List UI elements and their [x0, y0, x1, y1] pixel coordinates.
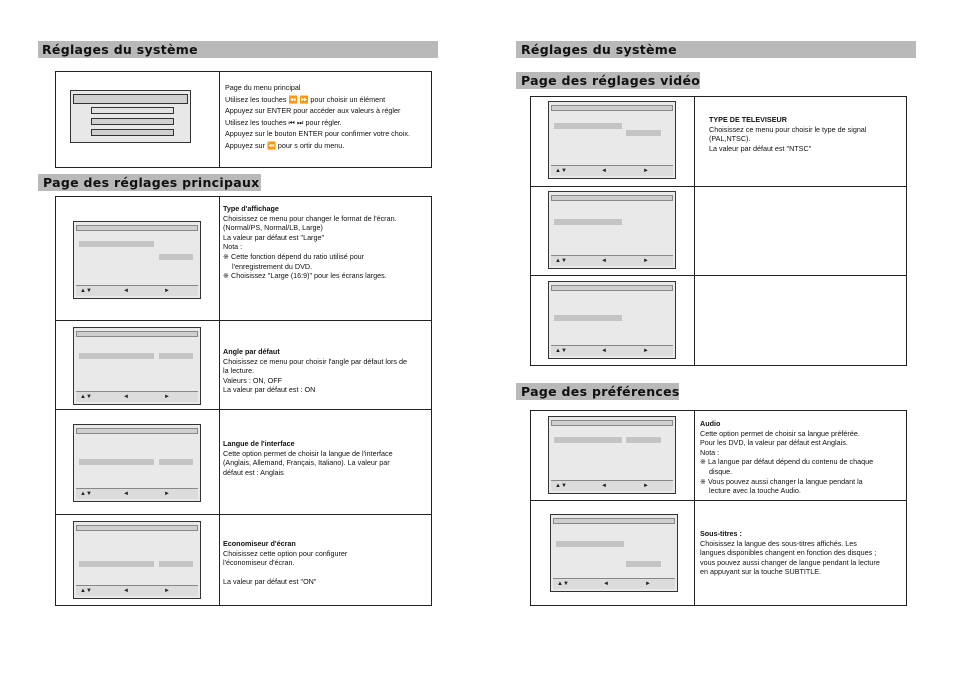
intro-line: Utilisez les touches ⏪ ⏩ pour choisir un élément: [225, 94, 386, 104]
entry-line: Choisissez la langue des sous-titres affichés. Les: [700, 538, 857, 548]
right-arrow-icon: ►: [164, 394, 170, 400]
updown-icon: ▲▼: [80, 588, 92, 594]
entry-tv-type: [709, 115, 866, 153]
entry-line: l'économiseur d'écran.: [223, 558, 295, 568]
osd-screen: [73, 521, 201, 599]
entry-line: Valeurs : ON, OFF: [223, 375, 282, 385]
entry-heading: TYPE DE TELEVISEUR: [709, 115, 787, 124]
osd-screen: [548, 191, 676, 269]
row-separator: [530, 186, 907, 187]
main-menu-item-2: [91, 118, 174, 125]
video-settings-divider: [694, 96, 695, 366]
updown-icon: ▲▼: [557, 581, 569, 587]
right-arrow-icon: ►: [643, 258, 649, 264]
right-page-title: Réglages du système: [521, 42, 677, 57]
entry-heading: Langue de l'interface: [223, 439, 295, 448]
entry-line: Cette option permet de choisir sa langue préférée.: [700, 428, 860, 438]
updown-icon: ▲▼: [555, 483, 567, 489]
updown-icon: ▲▼: [555, 348, 567, 354]
row-separator: [55, 514, 432, 515]
right-arrow-icon: ►: [164, 588, 170, 594]
osd-screen: [548, 101, 676, 179]
entry-line: (Anglais, Allemand, Français, Italiano). La valeur par: [223, 458, 390, 468]
right-arrow-icon: ►: [164, 288, 170, 294]
entry-display-type: [223, 204, 397, 281]
left-page-title: Réglages du système: [42, 42, 198, 57]
row-separator: [530, 275, 907, 276]
left-arrow-icon: ◄: [601, 258, 607, 264]
entry-line: lecture avec la touche Audio.: [709, 486, 801, 496]
intro-line: Appuyez sur le bouton ENTER pour confirmer votre choix.: [225, 129, 410, 139]
entry-line: disque.: [709, 466, 733, 476]
left-arrow-icon: ◄: [603, 581, 609, 587]
intro-line: Page du menu principal: [225, 83, 301, 92]
row-separator: [55, 320, 432, 321]
entry-line: (PAL,NTSC).: [709, 134, 751, 144]
right-arrow-icon: ►: [643, 348, 649, 354]
entry-interface-language: [223, 439, 393, 477]
updown-icon: ▲▼: [555, 258, 567, 264]
entry-line: en appuyant sur la touche SUBTITLE.: [700, 567, 822, 577]
entry-subtitles: [700, 529, 880, 577]
intro-line: Appuyez sur ⏪ pour s ortir du menu.: [225, 140, 345, 150]
entry-line: Choisissez cette option pour configurer: [223, 548, 348, 558]
osd-screen: [73, 424, 201, 502]
updown-icon: ▲▼: [80, 288, 92, 294]
osd-screen: [73, 327, 201, 405]
entry-line: ※ Vous pouvez aussi changer la langue pendant la: [700, 476, 863, 486]
pref-section-title: Page des préférences: [521, 384, 680, 399]
osd-screen: [550, 514, 678, 592]
entry-line: La valeur par défaut est "Large": [223, 232, 325, 242]
intro-line: Utilisez les touches ⏮ ⏭ pour régler.: [225, 117, 342, 127]
entry-line: Nota :: [700, 447, 720, 457]
right-arrow-icon: ►: [645, 581, 651, 587]
main-menu-top-bar: [73, 94, 188, 104]
main-menu-item-1: [91, 107, 174, 114]
left-arrow-icon: ◄: [601, 348, 607, 354]
right-arrow-icon: ►: [643, 483, 649, 489]
entry-audio: [700, 419, 873, 496]
preferences-divider: [694, 410, 695, 606]
right-arrow-icon: ►: [164, 491, 170, 497]
entry-line: La valeur par défaut est : ON: [223, 385, 316, 395]
left-arrow-icon: ◄: [123, 394, 129, 400]
entry-line: la lecture.: [223, 366, 255, 376]
entry-heading: Economiseur d'écran: [223, 539, 296, 548]
entry-line: l'enregistrement du DVD.: [232, 261, 313, 271]
entry-heading: Type d'affichage: [223, 204, 279, 213]
right-arrow-icon: ►: [643, 168, 649, 174]
video-section-title: Page des réglages vidéo: [521, 73, 701, 88]
row-separator: [530, 500, 907, 501]
updown-icon: ▲▼: [80, 491, 92, 497]
row-separator: [55, 409, 432, 410]
entry-line: Cette option permet de choisir la langue de l'interface: [223, 448, 393, 458]
osd-screen: [73, 221, 201, 299]
entry-default-angle: [223, 347, 407, 395]
updown-icon: ▲▼: [555, 168, 567, 174]
entry-line: défaut est : Anglais: [223, 467, 284, 477]
entry-line: Choisissez ce menu pour changer le format de l'écran.: [223, 213, 397, 223]
entry-line: ※ La langue par défaut dépend du contenu de chaque: [700, 457, 874, 467]
entry-line: [223, 568, 347, 578]
updown-icon: ▲▼: [80, 394, 92, 400]
osd-screen: [548, 416, 676, 494]
entry-line: langues disponibles changent en fonction des disques ;: [700, 548, 877, 558]
left-arrow-icon: ◄: [123, 288, 129, 294]
main-menu-divider: [219, 71, 220, 168]
intro-line: Appuyez sur ENTER pour accéder aux valeurs à régler: [225, 106, 401, 116]
entry-line: ※ Choisissez "Large (16:9)" pour les écrans larges.: [223, 271, 387, 281]
entry-line: ※ Cette fonction dépend du ratio utilisé pour: [223, 251, 365, 261]
left-arrow-icon: ◄: [601, 168, 607, 174]
left-section-title: Page des réglages principaux: [43, 175, 260, 190]
entry-screensaver: [223, 539, 347, 587]
entry-heading: Audio: [700, 419, 721, 428]
main-settings-divider: [219, 196, 220, 606]
entry-line: vous pouvez aussi changer de langue pendant la lecture: [700, 557, 880, 567]
entry-line: Nota :: [223, 242, 243, 252]
entry-line: (Normal/PS, Normal/LB, Large): [223, 223, 323, 233]
entry-heading: Angle par défaut: [223, 347, 280, 356]
entry-heading: Sous-titres :: [700, 529, 742, 538]
intro-text: [225, 83, 410, 151]
main-menu-screen: [70, 90, 191, 143]
osd-screen: [548, 281, 676, 359]
left-arrow-icon: ◄: [123, 491, 129, 497]
left-arrow-icon: ◄: [601, 483, 607, 489]
main-menu-item-3: [91, 129, 174, 136]
left-arrow-icon: ◄: [123, 588, 129, 594]
entry-line: Choisissez ce menu pour choisir l'angle par défaut lors de: [223, 356, 407, 366]
entry-line: La valeur par défaut est "NTSC": [709, 143, 812, 153]
entry-line: Pour les DVD, la valeur par défaut est Anglais.: [700, 438, 848, 448]
entry-line: La valeur par défaut est "ON": [223, 577, 317, 587]
entry-line: Choisissez ce menu pour choisir le type de signal: [709, 124, 867, 134]
